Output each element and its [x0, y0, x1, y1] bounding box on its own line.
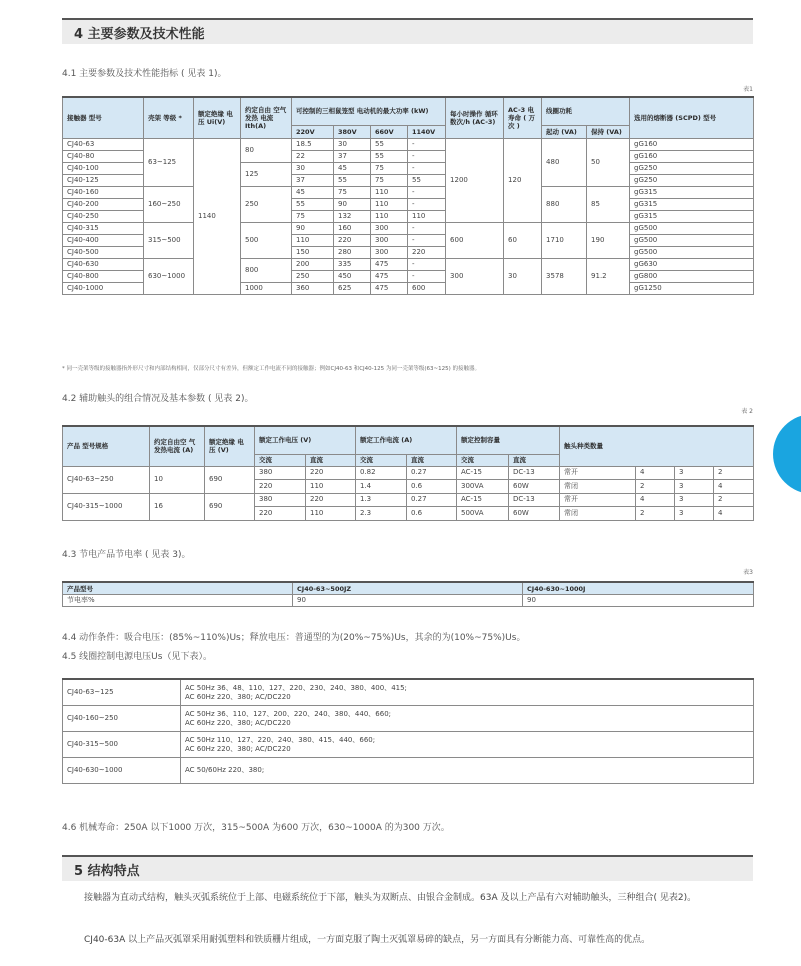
cell-p380: 37	[334, 150, 371, 162]
table-row	[63, 258, 754, 270]
cell-p380: 280	[334, 246, 371, 258]
cell-fuse: gG315	[630, 198, 754, 210]
cell-ie-ac: 1.4	[356, 480, 407, 494]
cell-model: CJ40-630	[63, 258, 144, 270]
cell-p660: 55	[371, 138, 408, 150]
line-50hz: AC 50Hz 36、48、110、127、220、230、240、380、400、415;	[185, 683, 407, 692]
cell-fuse: gG1250	[630, 282, 754, 294]
cell-ui: 1140	[194, 138, 241, 294]
cell-fuse: gG800	[630, 270, 754, 282]
cell-fuse: gG500	[630, 222, 754, 234]
cell-cap-dc: 60W	[509, 507, 560, 521]
cell-p1140: -	[408, 234, 446, 246]
section-5-para-2: CJ40-63A 以上产品灭弧罩采用耐弧塑料和铁质栅片组成，一方面克服了陶土灭弧罩易碎的缺点，另一方面具有分断能力高、可靠性高的优点。	[84, 935, 651, 945]
cell-p380: 335	[334, 258, 371, 270]
side-tab-circle	[773, 414, 801, 494]
cell-cap-ac: 500VA	[457, 507, 509, 521]
s46-text: 4.6 机械寿命：250A 以下1000 万次，315~500A 为600 万次，630~1000A 的为300 万次。	[62, 823, 450, 833]
cell-p1140: -	[408, 198, 446, 210]
table-row	[63, 186, 754, 198]
th2-ue-dc: 直流	[306, 454, 356, 466]
cell-n3: 4	[714, 507, 754, 521]
cell-life: 60	[504, 222, 542, 258]
cell-p380: 30	[334, 138, 371, 150]
cell-cap-dc: DC-13	[509, 466, 560, 480]
cell-p220: 22	[292, 150, 334, 162]
cell-ith: 800	[241, 258, 292, 282]
cell-p1140: 220	[408, 246, 446, 258]
cell-p380: 132	[334, 210, 371, 222]
line-50hz: AC 50Hz 110、127、220、240、380、415、440、660;	[185, 735, 376, 744]
table1-footnote: * 同一壳架等级的接触器指外形尺寸和内部结构相同，仅部分尺寸有差异，但额定工作电流不同的接触器；例如CJ40-63 和CJ40-125 为同一壳架等级(63~125) 的接触器。	[62, 366, 481, 372]
cell-p220: 250	[292, 270, 334, 282]
cell-p1140: 55	[408, 174, 446, 186]
th3-model: 产品型号	[63, 582, 293, 595]
cell-ue-ac: 380	[255, 493, 306, 507]
cell-fuse: gG315	[630, 186, 754, 198]
cell-ue-dc: 220	[306, 493, 356, 507]
th-power: 可控制的三相鼠笼型 电动机的最大功率 (kW)	[292, 97, 446, 125]
cell-ops: 1200	[446, 138, 504, 222]
cell-voltages	[181, 679, 754, 706]
cell-model: CJ40-315~1000	[63, 493, 150, 520]
cell-ith: 16	[150, 493, 205, 520]
cell-start: 3578	[542, 258, 587, 294]
cell-p660: 475	[371, 258, 408, 270]
th-ui: 额定绝缘 电压 Ui(V)	[194, 97, 241, 138]
cell-ops: 300	[446, 258, 504, 294]
cell-ue-ac: 220	[255, 480, 306, 494]
cell-fuse: gG315	[630, 210, 754, 222]
cell-model: CJ40-63~125	[63, 679, 181, 706]
th-life: AC-3 电寿命 ( 万次 )	[504, 97, 542, 138]
cell-p220: 30	[292, 162, 334, 174]
cell-ie-ac: 2.3	[356, 507, 407, 521]
cell-fuse: gG160	[630, 150, 754, 162]
cell-hold: 190	[587, 222, 630, 258]
s43-text: 4.3 节电产品节电率 ( 见表 3)。	[62, 550, 191, 560]
cell-ith: 250	[241, 186, 292, 222]
th-frame: 壳架 等级 *	[144, 97, 194, 138]
cell-n3: 2	[714, 466, 754, 480]
cell-hold: 85	[587, 186, 630, 222]
table-row	[63, 706, 754, 732]
table2-tag: 表 2	[741, 408, 753, 415]
cell-p220: 200	[292, 258, 334, 270]
cell-p1140: 110	[408, 210, 446, 222]
cell-p660: 110	[371, 186, 408, 198]
cell-p380: 45	[334, 162, 371, 174]
cell-hold: 91.2	[587, 258, 630, 294]
cell-p1140: -	[408, 186, 446, 198]
cell-p380: 160	[334, 222, 371, 234]
cell-model: CJ40-160~250	[63, 706, 181, 732]
cell-kind: 常开	[560, 493, 636, 507]
cell-p380: 55	[334, 174, 371, 186]
cell-p1140: -	[408, 270, 446, 282]
th-hold: 保持 (VA)	[587, 125, 630, 138]
line-60hz: AC 60Hz 220、380; AC/DC220	[185, 692, 291, 701]
cell-p380: 75	[334, 186, 371, 198]
cell-cap-ac: 300VA	[457, 480, 509, 494]
th2-ith: 约定自由空 气发热电流 (A)	[150, 426, 205, 466]
th2-model: 产品 型号规格	[63, 426, 150, 466]
cell-voltages	[181, 732, 754, 758]
cell-p220: 55	[292, 198, 334, 210]
cell-ue-dc: 220	[306, 466, 356, 480]
cell-n1: 4	[636, 466, 675, 480]
cell-p1140: -	[408, 222, 446, 234]
cell-p660: 300	[371, 246, 408, 258]
cell-ui: 690	[205, 493, 255, 520]
cell-ie-dc: 0.27	[407, 466, 457, 480]
th-ith: 约定自由 空气发热 电流 Ith(A)	[241, 97, 292, 138]
cell-start: 880	[542, 186, 587, 222]
cell-p220: 37	[292, 174, 334, 186]
cell-p1140: -	[408, 138, 446, 150]
cell-hold: 50	[587, 138, 630, 186]
th-model: 接触器 型号	[63, 97, 144, 138]
th2-ie-dc: 直流	[407, 454, 457, 466]
cell-n2: 3	[675, 480, 714, 494]
cell-p380: 90	[334, 198, 371, 210]
cell-cap-ac: AC-15	[457, 466, 509, 480]
cell-cap-dc: DC-13	[509, 493, 560, 507]
section-5-para-1: 接触器为直动式结构，触头灭弧系统位于上部、电磁系统位于下部，触头为双断点、由银合金制成。63A 及以上产品有六对辅助触头，三种组合( 见表2)。	[84, 893, 697, 903]
cell-n2: 3	[675, 507, 714, 521]
section-4-title: 4 主要参数及技术性能	[74, 27, 205, 42]
cell-model: CJ40-200	[63, 198, 144, 210]
cell-ie-dc: 0.6	[407, 507, 457, 521]
cell-ue-ac: 220	[255, 507, 306, 521]
cell-p660: 75	[371, 174, 408, 186]
s44-text: 4.4 动作条件：吸合电压：(85%~110%)Us；释放电压：普通型的为(20%~75%)Us，其余的为(10%~75%)Us。	[62, 633, 526, 643]
table1-tag: 表1	[743, 86, 753, 93]
cell-fuse: gG250	[630, 174, 754, 186]
cell-model: CJ40-63~250	[63, 466, 150, 493]
cell-p220: 18.5	[292, 138, 334, 150]
cell-model: CJ40-250	[63, 210, 144, 222]
cell-fuse: gG630	[630, 258, 754, 270]
cell-value: 90	[523, 595, 754, 607]
cell-kind: 常闭	[560, 507, 636, 521]
cell-p220: 360	[292, 282, 334, 294]
section-4-header	[62, 18, 753, 44]
table-row	[63, 679, 754, 706]
cell-model: CJ40-100	[63, 162, 144, 174]
th-coil: 线圈功耗	[542, 97, 630, 125]
line-50hz: AC 50Hz 36、110、127、200、220、240、380、440、660;	[185, 709, 392, 718]
cell-model: CJ40-160	[63, 186, 144, 198]
th2-ie-ac: 交流	[356, 454, 407, 466]
cell-ops: 600	[446, 222, 504, 258]
th-ops: 每小时操作 循环数次/h (AC-3)	[446, 97, 504, 138]
cell-model: CJ40-800	[63, 270, 144, 282]
cell-p660: 110	[371, 198, 408, 210]
cell-model: CJ40-125	[63, 174, 144, 186]
cell-ie-ac: 0.82	[356, 466, 407, 480]
th-fuse: 选用的熔断器 (SCPD) 型号	[630, 97, 754, 138]
cell-p220: 150	[292, 246, 334, 258]
cell-voltages	[181, 758, 754, 784]
cell-n1: 2	[636, 480, 675, 494]
cell-kind: 常开	[560, 466, 636, 480]
s41-text: 4.1 主要参数及技术性能指标 ( 见表 1)。	[62, 69, 227, 79]
th2-ue: 额定工作电压 (V)	[255, 426, 356, 454]
table-row	[63, 222, 754, 234]
cell-ue-ac: 380	[255, 466, 306, 480]
cell-p1140: 600	[408, 282, 446, 294]
cell-p380: 450	[334, 270, 371, 282]
cell-p1140: -	[408, 150, 446, 162]
cell-ie-dc: 0.27	[407, 493, 457, 507]
cell-model: CJ40-630~1000	[63, 758, 181, 784]
cell-start: 480	[542, 138, 587, 186]
cell-p380: 220	[334, 234, 371, 246]
cell-p1140: -	[408, 258, 446, 270]
th2-cap-ac: 交流	[457, 454, 509, 466]
cell-fuse: gG500	[630, 234, 754, 246]
th-1140v: 1140V	[408, 125, 446, 138]
th-220v: 220V	[292, 125, 334, 138]
cell-cap-ac: AC-15	[457, 493, 509, 507]
cell-frame: 315~500	[144, 222, 194, 258]
th-660v: 660V	[371, 125, 408, 138]
cell-ith: 1000	[241, 282, 292, 294]
cell-frame: 63~125	[144, 138, 194, 186]
table-4	[62, 678, 754, 784]
cell-voltages	[181, 706, 754, 732]
line-50hz: AC 50/60Hz 220、380;	[185, 766, 265, 774]
cell-p660: 110	[371, 210, 408, 222]
cell-ie-dc: 0.6	[407, 480, 457, 494]
cell-model: CJ40-500	[63, 246, 144, 258]
th2-cap-dc: 直流	[509, 454, 560, 466]
table-1	[62, 96, 754, 295]
cell-p660: 475	[371, 282, 408, 294]
cell-ith: 10	[150, 466, 205, 493]
cell-frame: 160~250	[144, 186, 194, 222]
cell-p660: 75	[371, 162, 408, 174]
cell-p380: 625	[334, 282, 371, 294]
cell-label: 节电率%	[63, 595, 293, 607]
cell-ith: 125	[241, 162, 292, 186]
th2-cap: 额定控制容量	[457, 426, 560, 454]
cell-ie-ac: 1.3	[356, 493, 407, 507]
cell-model: CJ40-1000	[63, 282, 144, 294]
section-5-title: 5 结构特点	[74, 864, 140, 879]
th2-ui: 额定绝缘 电压 (V)	[205, 426, 255, 466]
line-60hz: AC 60Hz 220、380; AC/DC220	[185, 718, 291, 727]
s42-text: 4.2 辅助触头的组合情况及基本参数 ( 见表 2)。	[62, 394, 254, 404]
table-row	[63, 595, 754, 607]
table-row	[63, 758, 754, 784]
cell-cap-dc: 60W	[509, 480, 560, 494]
table-3	[62, 581, 754, 607]
cell-value: 90	[293, 595, 523, 607]
section-5-header	[62, 855, 753, 881]
cell-kind: 常闭	[560, 480, 636, 494]
th2-ie: 额定工作电流 (A)	[356, 426, 457, 454]
cell-ui: 690	[205, 466, 255, 493]
table-row	[63, 466, 754, 480]
table-row	[63, 138, 754, 150]
cell-ith: 500	[241, 222, 292, 258]
cell-ue-dc: 110	[306, 480, 356, 494]
cell-n1: 2	[636, 507, 675, 521]
cell-n3: 2	[714, 493, 754, 507]
th-380v: 380V	[334, 125, 371, 138]
cell-n3: 4	[714, 480, 754, 494]
cell-life: 30	[504, 258, 542, 294]
cell-n2: 3	[675, 466, 714, 480]
th2-count: 触头种类数量	[560, 426, 754, 466]
s45-text: 4.5 线圈控制电源电压Us（见下表）。	[62, 652, 212, 662]
cell-life: 120	[504, 138, 542, 222]
cell-ue-dc: 110	[306, 507, 356, 521]
cell-model: CJ40-63	[63, 138, 144, 150]
cell-p660: 475	[371, 270, 408, 282]
cell-model: CJ40-315~500	[63, 732, 181, 758]
cell-n2: 3	[675, 493, 714, 507]
th2-ue-ac: 交流	[255, 454, 306, 466]
table-row	[63, 732, 754, 758]
cell-fuse: gG500	[630, 246, 754, 258]
cell-p220: 45	[292, 186, 334, 198]
th3-col2: CJ40-630~1000J	[523, 582, 754, 595]
table3-tag: 表3	[743, 569, 753, 576]
cell-p1140: -	[408, 162, 446, 174]
th-start: 起动 (VA)	[542, 125, 587, 138]
table-2	[62, 425, 754, 521]
cell-p660: 300	[371, 234, 408, 246]
cell-p220: 90	[292, 222, 334, 234]
cell-frame: 630~1000	[144, 258, 194, 294]
cell-model: CJ40-315	[63, 222, 144, 234]
cell-model: CJ40-400	[63, 234, 144, 246]
cell-p220: 75	[292, 210, 334, 222]
cell-fuse: gG250	[630, 162, 754, 174]
line-60hz: AC 60Hz 220、380; AC/DC220	[185, 744, 291, 753]
cell-p660: 300	[371, 222, 408, 234]
th3-col1: CJ40-63~500JZ	[293, 582, 523, 595]
cell-p660: 55	[371, 150, 408, 162]
cell-fuse: gG160	[630, 138, 754, 150]
cell-p220: 110	[292, 234, 334, 246]
cell-start: 1710	[542, 222, 587, 258]
cell-n1: 4	[636, 493, 675, 507]
cell-ith: 80	[241, 138, 292, 162]
table-row	[63, 493, 754, 507]
cell-model: CJ40-80	[63, 150, 144, 162]
